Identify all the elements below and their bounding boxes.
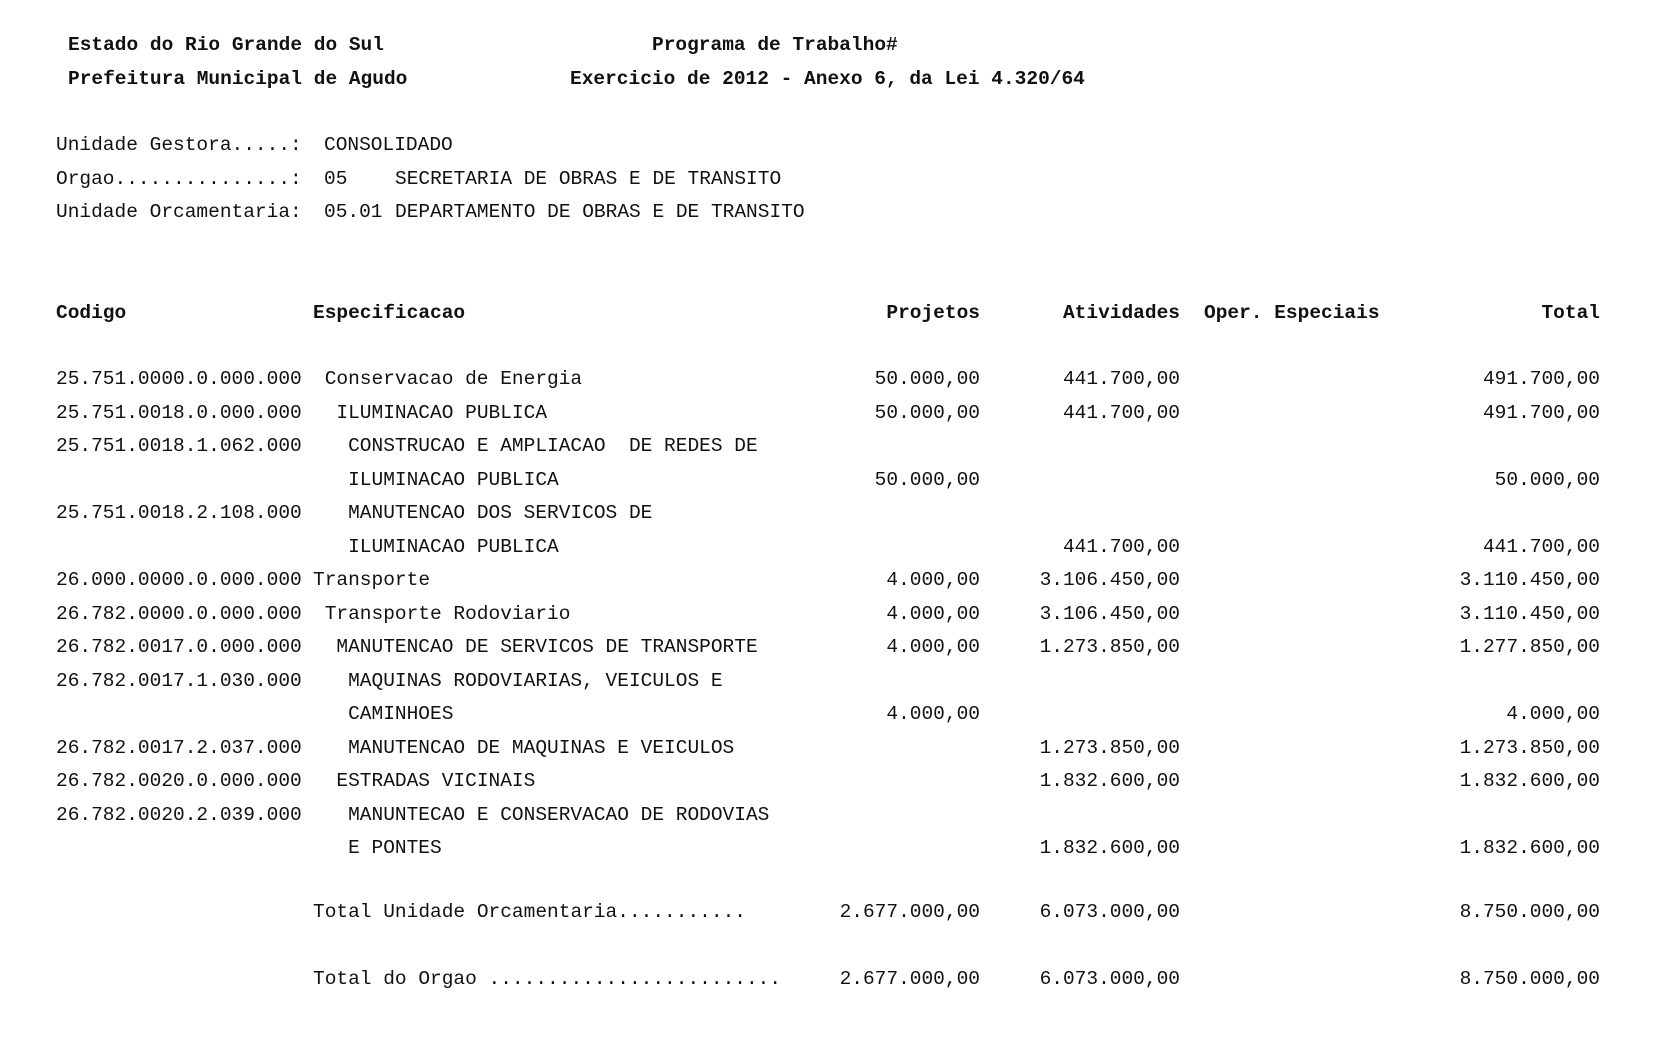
orgao-code: 05 bbox=[324, 168, 348, 190]
row-total: 491.700,00 bbox=[1482, 368, 1600, 390]
total-label: Total Unidade Orcamentaria........... bbox=[313, 901, 746, 923]
row-codigo: 25.751.0000.0.000.000 bbox=[56, 368, 302, 390]
row-projetos: 4.000,00 bbox=[886, 636, 980, 658]
row-projetos: 4.000,00 bbox=[886, 569, 980, 591]
total-atividades: 6.073.000,00 bbox=[1039, 968, 1180, 990]
row-total: 1.273.850,00 bbox=[1459, 736, 1600, 759]
row-atividades: 1.273.850,00 bbox=[1039, 636, 1180, 658]
total-projetos: 2.677.000,00 bbox=[839, 968, 980, 990]
row-codigo: 25.751.0018.1.062.000 bbox=[56, 435, 302, 457]
unidade-orcamentaria-name: DEPARTAMENTO DE OBRAS E DE TRANSITO bbox=[395, 201, 805, 223]
row-especificacao: MANUTENCAO DOS SERVICOS DE bbox=[348, 502, 653, 524]
orgao-label: Orgao...............: bbox=[56, 168, 302, 190]
row-total: 1.277.850,00 bbox=[1459, 636, 1600, 658]
row-atividades: 3.106.450,00 bbox=[1039, 602, 1180, 625]
col-header-total: Total bbox=[1541, 302, 1600, 324]
total-atividades: 6.073.000,00 bbox=[1039, 901, 1180, 923]
row-atividades: 3.106.450,00 bbox=[1039, 569, 1180, 591]
report-title: Programa de Trabalho# bbox=[652, 34, 898, 56]
row-especificacao: ESTRADAS VICINAIS bbox=[336, 770, 536, 792]
col-header-atividades: Atividades bbox=[1062, 302, 1180, 324]
col-header-oper-especiais: Oper. Especiais bbox=[1204, 302, 1380, 324]
row-especificacao: ILUMINACAO PUBLICA bbox=[348, 468, 559, 491]
row-especificacao: ILUMINACAO PUBLICA bbox=[348, 535, 559, 558]
row-total: 441.700,00 bbox=[1482, 535, 1600, 558]
col-header-codigo: Codigo bbox=[56, 302, 127, 324]
row-atividades: 1.832.600,00 bbox=[1039, 837, 1180, 859]
row-especificacao: CONSTRUCAO E AMPLIACAO DE REDES DE bbox=[348, 435, 758, 457]
row-projetos: 50.000,00 bbox=[874, 468, 980, 491]
row-codigo: 25.751.0018.2.108.000 bbox=[56, 502, 302, 524]
row-codigo: 26.000.0000.0.000.000 bbox=[56, 569, 302, 591]
row-atividades: 441.700,00 bbox=[1062, 401, 1180, 424]
row-especificacao: MAQUINAS RODOVIARIAS, VEICULOS E bbox=[348, 669, 723, 692]
col-header-projetos: Projetos bbox=[886, 302, 980, 324]
row-codigo: 26.782.0017.2.037.000 bbox=[56, 736, 302, 759]
row-atividades: 441.700,00 bbox=[1062, 535, 1180, 558]
unidade-gestora-value: CONSOLIDADO bbox=[324, 134, 453, 156]
total-total: 8.750.000,00 bbox=[1459, 901, 1600, 923]
row-total: 4.000,00 bbox=[1506, 703, 1600, 725]
row-especificacao: MANUTENCAO DE MAQUINAS E VEICULOS bbox=[348, 736, 735, 759]
row-codigo: 26.782.0017.0.000.000 bbox=[56, 636, 302, 658]
row-especificacao: CAMINHOES bbox=[348, 703, 454, 725]
row-total: 1.832.600,00 bbox=[1459, 770, 1600, 792]
unidade-orcamentaria-code: 05.01 bbox=[324, 201, 383, 223]
total-label: Total do Orgao ......................... bbox=[313, 968, 782, 990]
row-codigo: 26.782.0017.1.030.000 bbox=[56, 669, 302, 692]
row-codigo: 26.782.0000.0.000.000 bbox=[56, 602, 302, 625]
row-especificacao: ILUMINACAO PUBLICA bbox=[336, 401, 548, 424]
total-projetos: 2.677.000,00 bbox=[839, 901, 980, 923]
row-total: 1.832.600,00 bbox=[1459, 837, 1600, 859]
row-especificacao: Transporte Rodoviario bbox=[324, 602, 571, 625]
state-name: Estado do Rio Grande do Sul bbox=[68, 34, 384, 56]
row-total: 491.700,00 bbox=[1482, 401, 1600, 424]
row-especificacao: Conservacao de Energia bbox=[324, 368, 583, 390]
municipality-name: Prefeitura Municipal de Agudo bbox=[68, 68, 408, 90]
row-atividades: 1.273.850,00 bbox=[1039, 736, 1180, 759]
row-projetos: 4.000,00 bbox=[886, 602, 980, 625]
report-subtitle: Exercicio de 2012 - Anexo 6, da Lei 4.320/64 bbox=[570, 68, 1085, 90]
row-projetos: 50.000,00 bbox=[874, 401, 980, 424]
col-header-especificacao: Especificacao bbox=[313, 302, 466, 324]
row-especificacao: MANUNTECAO E CONSERVACAO DE RODOVIAS bbox=[348, 803, 770, 826]
row-codigo: 26.782.0020.0.000.000 bbox=[56, 770, 302, 792]
row-total: 50.000,00 bbox=[1494, 468, 1600, 491]
row-total: 3.110.450,00 bbox=[1459, 602, 1600, 625]
row-codigo: 26.782.0020.2.039.000 bbox=[56, 803, 302, 826]
row-codigo: 25.751.0018.0.000.000 bbox=[56, 401, 302, 424]
unidade-gestora-label: Unidade Gestora.....: bbox=[56, 134, 302, 156]
row-projetos: 50.000,00 bbox=[874, 368, 980, 390]
unidade-orcamentaria-label: Unidade Orcamentaria: bbox=[56, 201, 302, 223]
row-total: 3.110.450,00 bbox=[1459, 569, 1600, 591]
row-especificacao: E PONTES bbox=[348, 837, 442, 859]
row-projetos: 4.000,00 bbox=[886, 703, 980, 725]
total-total: 8.750.000,00 bbox=[1459, 968, 1600, 990]
row-especificacao: MANUTENCAO DE SERVICOS DE TRANSPORTE bbox=[336, 636, 758, 658]
row-atividades: 441.700,00 bbox=[1062, 368, 1180, 390]
orgao-name: SECRETARIA DE OBRAS E DE TRANSITO bbox=[395, 168, 782, 190]
row-atividades: 1.832.600,00 bbox=[1039, 770, 1180, 792]
row-especificacao: Transporte bbox=[313, 569, 431, 591]
